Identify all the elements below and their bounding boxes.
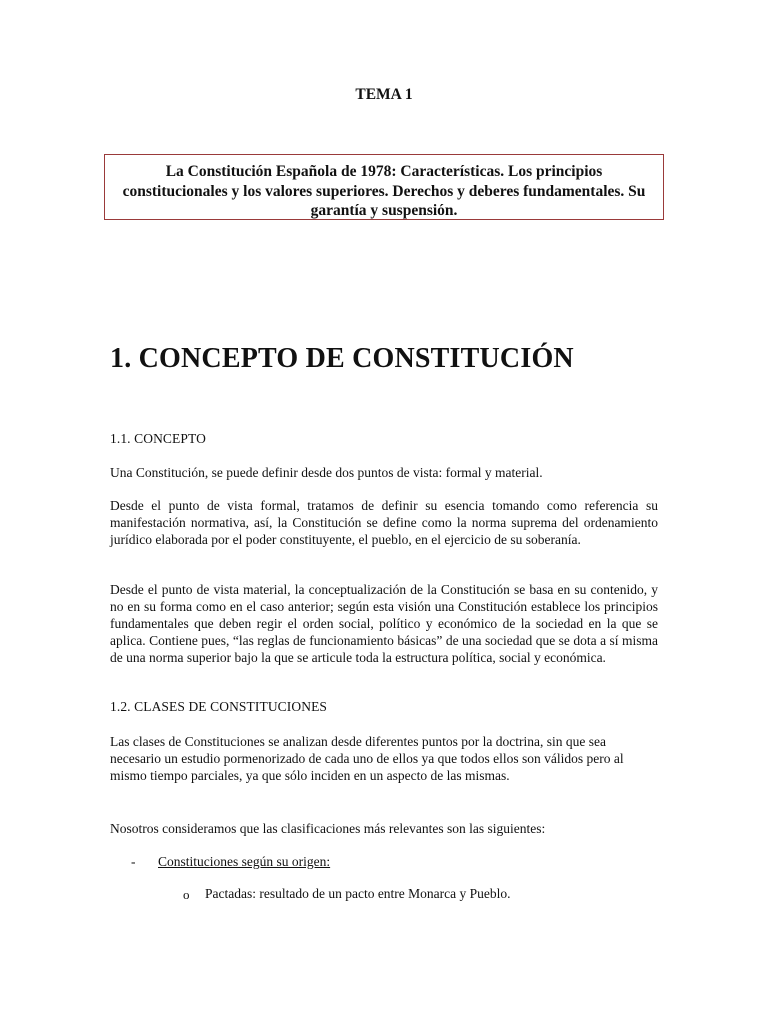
sublist-circle-marker: o [183,887,190,902]
paragraph-material: Desde el punto de vista material, la conceptualización de la Constitución se basa en su contenido, y no en su forma como en el caso anterior; según esta visión una Constitución establece los principios fundamentales que deben regir el orden social, político y económico de la sociedad en la que se aplica. Contiene pues, “las reglas de funcionamiento básicas” de una sociedad que se dota a sí misma de una norma superior bajo la que se articule toda la estructura política, social y económica. [110,582,658,665]
paragraph-clasificaciones: Nosotros consideramos que las clasificaciones más relevantes son las siguientes: [110,821,546,836]
list-dash-marker: - [131,854,136,869]
topic-title-box: La Constitución Española de 1978: Características. Los principios constitucionales y los valores superiores. Derechos y deberes fundamentales. Su garantía y suspensión. [104,154,664,220]
sublist-item-pactadas: Pactadas: resultado de un pacto entre Monarca y Pueblo. [205,886,511,901]
topic-number: TEMA 1 [355,86,413,103]
subsection-label-clases: 1.2. CLASES DE CONSTITUCIONES [110,699,328,714]
paragraph-clases: Las clases de Constituciones se analizan desde diferentes puntos por la doctrina, sin que sea necesario un estudio pormenorizado de cada uno de ellos ya que todos ellos son válidos pero al mismo tiempo parciales, ya que sólo inciden en un aspecto de las mismas. [110,734,624,783]
section-heading: 1. CONCEPTO DE CONSTITUCIÓN [110,343,574,374]
paragraph-definition: Una Constitución, se puede definir desde dos puntos de vista: formal y material. [110,465,543,480]
list-item-origen: Constituciones según su origen: [158,854,331,869]
subsection-label-concepto: 1.1. CONCEPTO [110,431,206,446]
paragraph-formal: Desde el punto de vista formal, tratamos de definir su esencia tomando como referencia su manifestación normativa, así, la Constitución se define como la norma suprema del ordenamiento jurídico elaborada por el poder constituyente, el pueblo, en el ejercicio de su soberanía. [110,498,658,547]
